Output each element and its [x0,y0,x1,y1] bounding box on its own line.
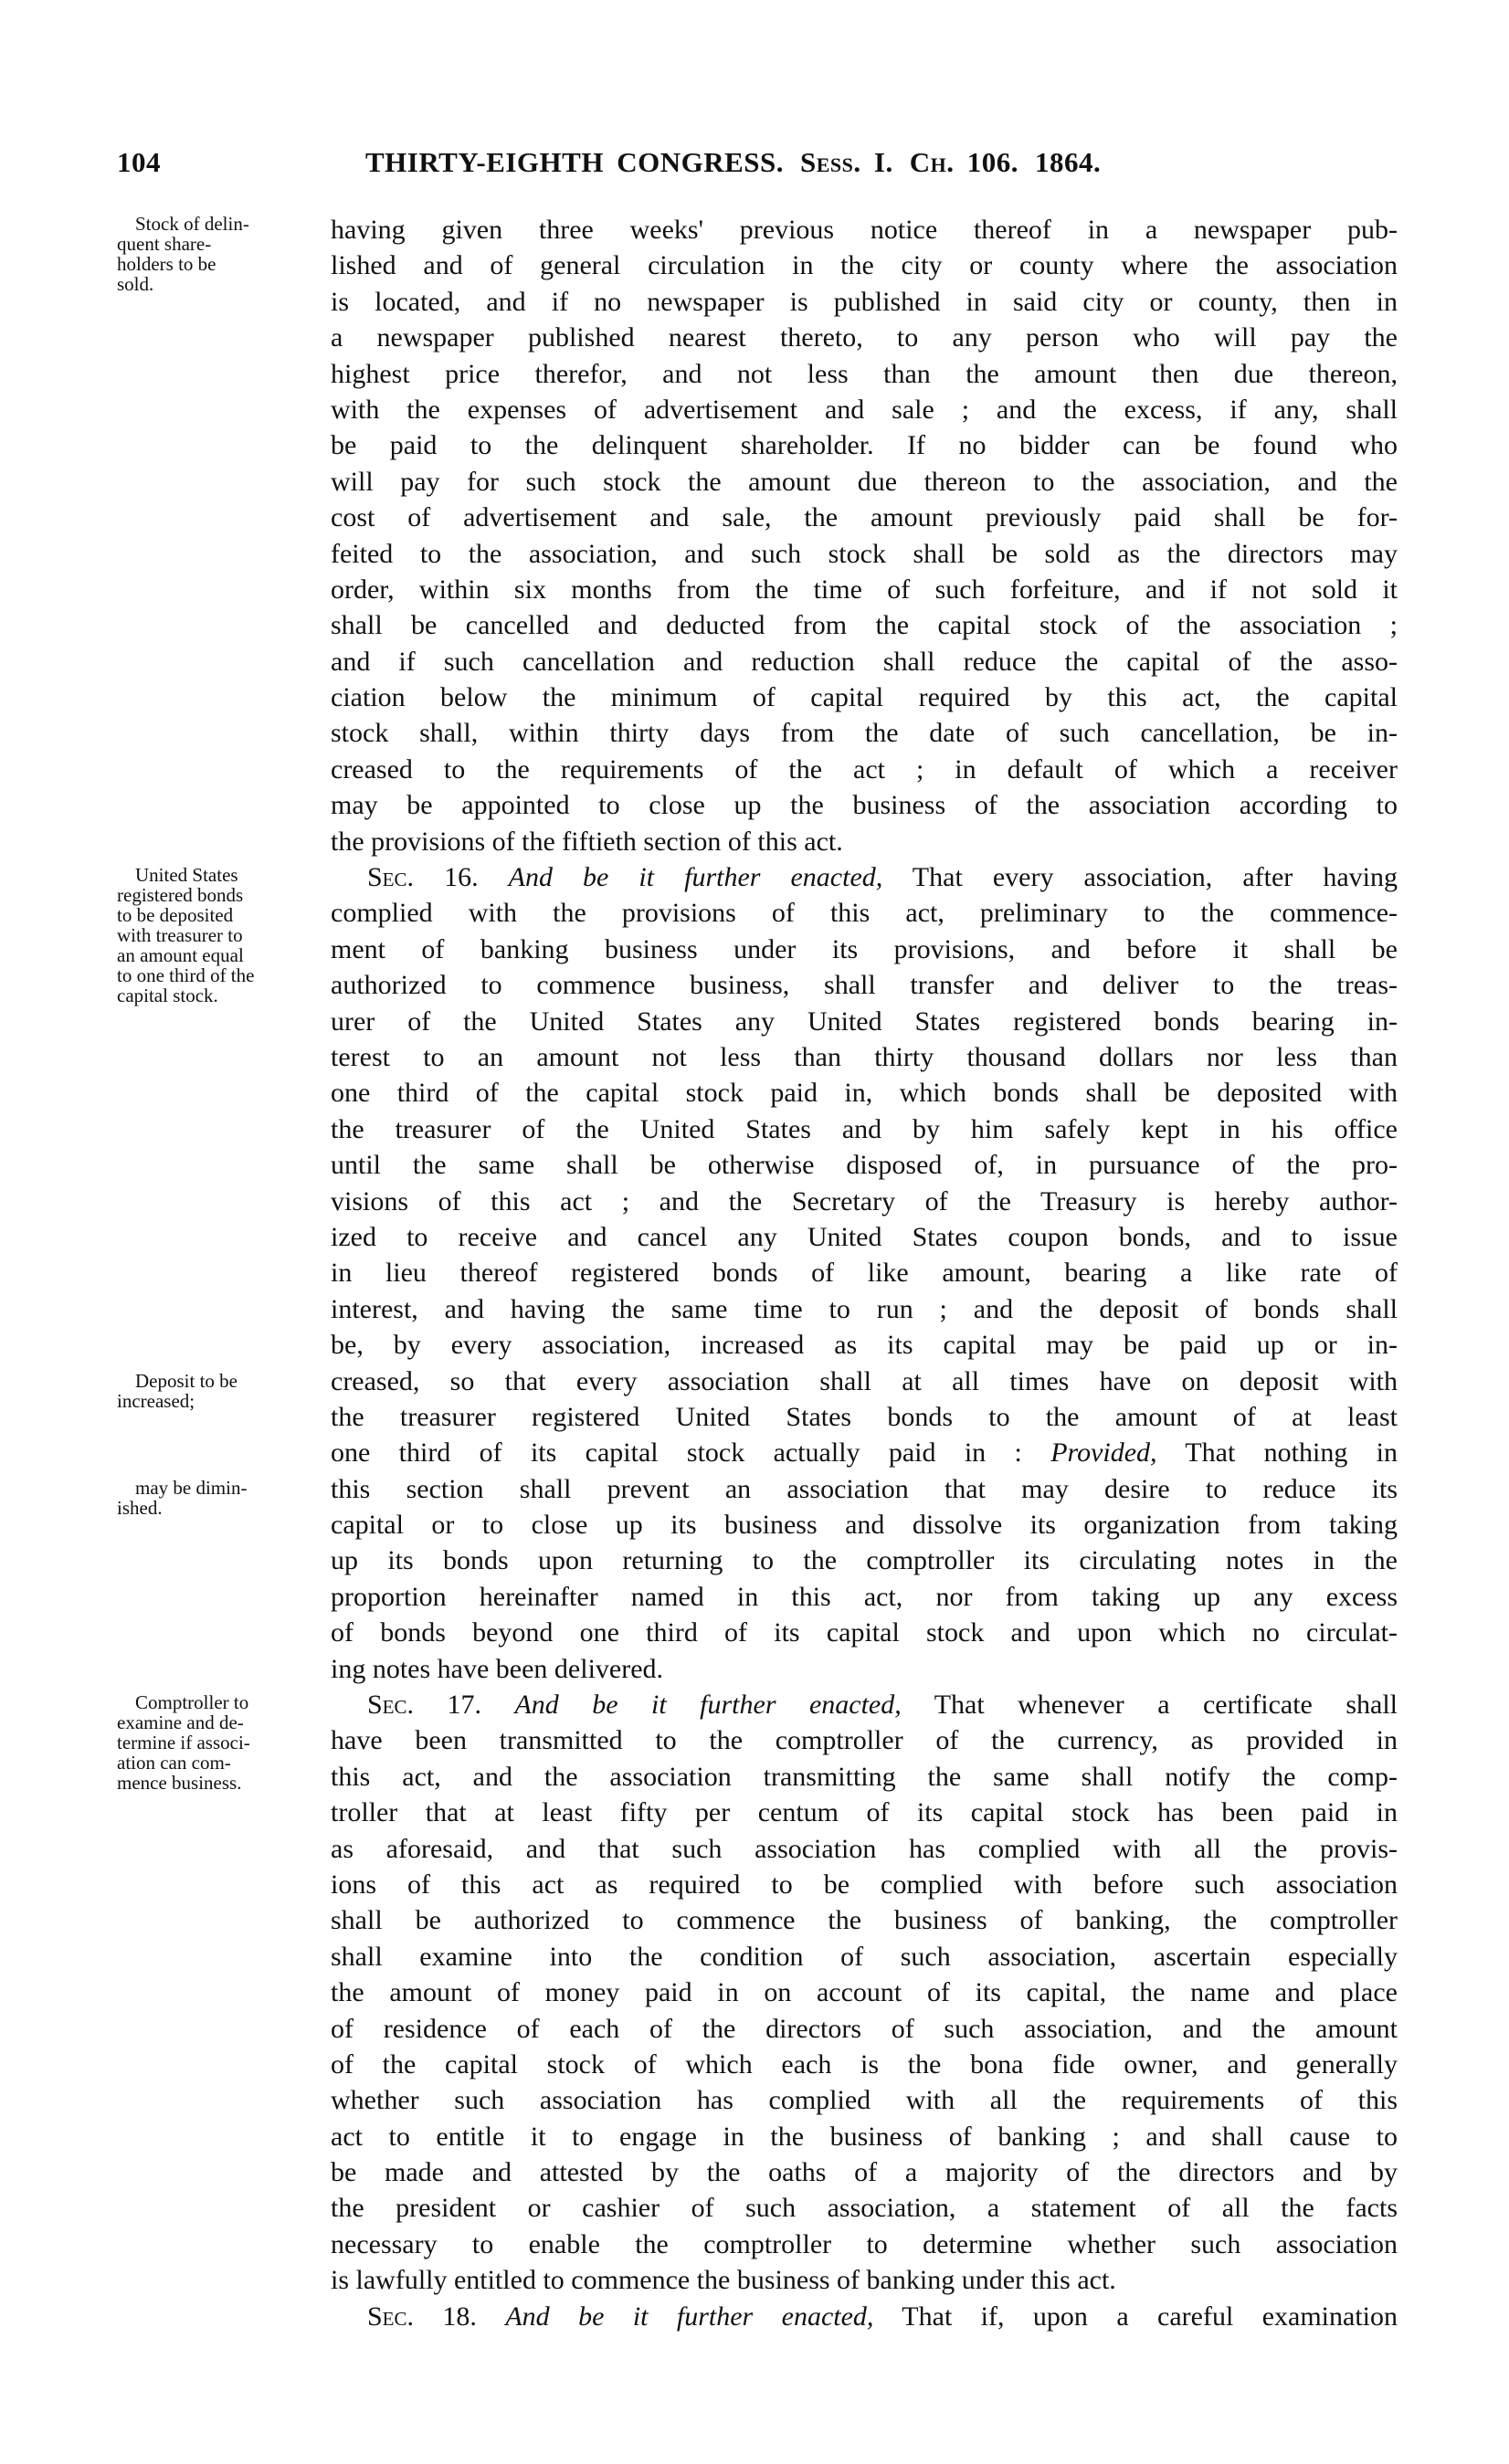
section-text [331,859,1398,1687]
text-line: will pay for such stock the amount due thereon to the association, and the [331,466,1398,497]
text-line: of bonds beyond one third of its capital stock and upon which no circulat- [331,1617,1398,1648]
text-line: having given three weeks' previous notice thereof in a newspaper pub- [331,215,1398,245]
text-line: and if such cancellation and reduction shall reduce the capital of the asso- [331,646,1398,677]
enacting-clause: And be it further enacted, [505,2301,874,2332]
enacting-clause: And be it further enacted, [514,1690,902,1721]
margin-note-may-diminish: may be dimin- ished. [117,1477,248,1520]
text-line: be made and attested by the oaths of a majority of the directors and by [331,2157,1398,2188]
page-header [117,137,1396,183]
text-line: necessary to enable the comptroller to determine whether such association [331,2228,1398,2259]
section-heading-line: Sec. 18. And be it further enacted, That if, upon a careful examination [367,2301,1398,2332]
text-line: the president or cashier of such association, a statement of all the facts [331,2193,1398,2224]
text-line: complied with the provisions of this act, preliminary to the commence- [331,898,1398,929]
text-line: whether such association has complied with all the requirements of this [331,2085,1398,2116]
text-line: visions of this act ; and the Secretary of the Treasury is hereby author- [331,1185,1398,1216]
section-heading-line: Sec. 17. And be it further enacted, That whenever a certificate shall [367,1690,1398,1721]
section-label: Sec. 17. [367,1690,481,1721]
text-line: the provisions of the fiftieth section of this act. [331,826,843,857]
section-17 [117,1687,1398,2299]
text-line: creased to the requirements of the act ; in default of which a receiver [331,753,1398,784]
text-line: be paid to the delinquent shareholder. If no bidder can be found who [331,430,1398,461]
text-line: as aforesaid, and that such association has complied with all the provis- [331,1833,1398,1864]
text-line: up its bonds upon returning to the comptroller its circulating notes in the [331,1545,1398,1576]
section-16 [117,859,1398,1687]
text-line: shall examine into the condition of such association, ascertain especially [331,1941,1398,1972]
text-line: interest, and having the same time to run ; and the deposit of bonds shall [331,1293,1398,1324]
text-line: proportion hereinafter named in this act, nor from taking up any excess [331,1581,1398,1612]
section-heading-line: Sec. 16. And be it further enacted, That every association, after having [367,862,1398,893]
text-line: may be appointed to close up the business of the association according to [331,790,1398,821]
chapter-label: Ch. 106. [909,146,1018,178]
text-line: one third of the capital stock paid in, which bonds shall be deposited with [331,1078,1398,1109]
text-line: ized to receive and cancel any United States coupon bonds, and to issue [331,1221,1398,1252]
section-label: Sec. 18. [367,2301,477,2332]
text-line: have been transmitted to the comptroller of the currency, as provided in [331,1725,1398,1756]
text-line: shall be authorized to commence the business of banking, the comptroller [331,1905,1398,1936]
margin-note-comptroller-examine: Comptroller to examine and de- termine if associ- ation can com- mence business. [117,1691,250,1795]
text-line: act to entitle it to engage in the business of banking ; and shall cause to [331,2121,1398,2152]
text-line: troller that at least fifty per centum of its capital stock has been paid in [331,1797,1398,1828]
text-line: in lieu thereof registered bonds of like amount, bearing a like rate of [331,1258,1398,1289]
text-line: highest price therefor, and not less than the amount then due thereon, [331,358,1398,389]
provided-line: one third of its capital stock actually paid in : Provided, That nothing in [331,1437,1398,1469]
text-line: capital or to close up its business and dissolve its organization from taking [331,1510,1398,1541]
provided-keyword: Provided, [1050,1437,1157,1469]
enacting-clause: And be it further enacted, [508,862,883,893]
text-line: a newspaper published nearest thereto, to any person who will pay the [331,322,1398,353]
text-line: of the capital stock of which each is the bona fide owner, and generally [331,2048,1398,2080]
section-15-continuation [117,212,1398,859]
text-line: of residence of each of the directors of such association, and the amount [331,2013,1398,2044]
margin-note-stock-delinquent: Stock of delin- quent share- holders to be sold. [117,213,249,295]
text-line: lished and of general circulation in the city or county where the association [331,250,1398,281]
margin-note-deposit-increased: Deposit to be increased; [117,1370,237,1413]
text-line: this section shall prevent an association that may desire to reduce its [331,1473,1398,1504]
text-line: terest to an amount not less than thirty thousand dollars nor less than [331,1041,1398,1072]
congress-title: THIRTY-EIGHTH CONGRESS. [365,146,784,178]
text-line: the amount of money paid in on account of its capital, the name and place [331,1977,1398,2008]
text-line: is located, and if no newspaper is published in said city or county, then in [331,286,1398,317]
session-label: Sess. I. [800,146,893,178]
section-text [331,2299,1398,2334]
text-line: creased, so that every association shall at all times have on deposit with [331,1365,1398,1396]
page-number: 104 [117,146,161,178]
text-line: is lawfully entitled to commence the business of banking under this act. [331,2265,1116,2296]
text-line: shall be cancelled and deducted from the capital stock of the association ; [331,610,1398,641]
text-line: this act, and the association transmitting the same shall notify the comp- [331,1761,1398,1792]
section-text [331,1687,1398,2299]
text-line: ment of banking business under its provisions, and before it shall be [331,933,1398,964]
running-head [365,146,1101,179]
text-line: the treasurer of the United States and by him safely kept in his office [331,1113,1398,1144]
section-18 [117,2299,1398,2334]
text-line: cost of advertisement and sale, the amount previously paid shall be for- [331,502,1398,533]
text-line: feited to the association, and such stock shall be sold as the directors may [331,538,1398,569]
text-line: ions of this act as required to be complied with before such association [331,1869,1398,1900]
text-line: order, within six months from the time of such forfeiture, and if not sold it [331,574,1398,605]
margin-note-bonds-deposited: United States registered bonds to be deposited with treasurer to an amount equal to one third of the capital stock. [117,864,255,1007]
section-label: Sec. 16. [367,862,479,893]
text-line: ing notes have been delivered. [331,1653,664,1684]
text-line: stock shall, within thirty days from the date of such cancellation, be in- [331,718,1398,749]
section-text [331,212,1398,859]
year-label: 1864. [1034,146,1102,178]
page-body [117,212,1398,2334]
text-line: until the same shall be otherwise disposed of, in pursuance of the pro- [331,1150,1398,1181]
text-line: urer of the United States any United States registered bonds bearing in- [331,1006,1398,1037]
text-line: the treasurer registered United States bonds to the amount of at least [331,1401,1398,1432]
text-line: be, by every association, increased as its capital may be paid up or in- [331,1330,1398,1361]
text-line: authorized to commence business, shall transfer and deliver to the treas- [331,970,1398,1001]
text-line: ciation below the minimum of capital required by this act, the capital [331,682,1398,713]
text-line: with the expenses of advertisement and sale ; and the excess, if any, shall [331,394,1398,425]
